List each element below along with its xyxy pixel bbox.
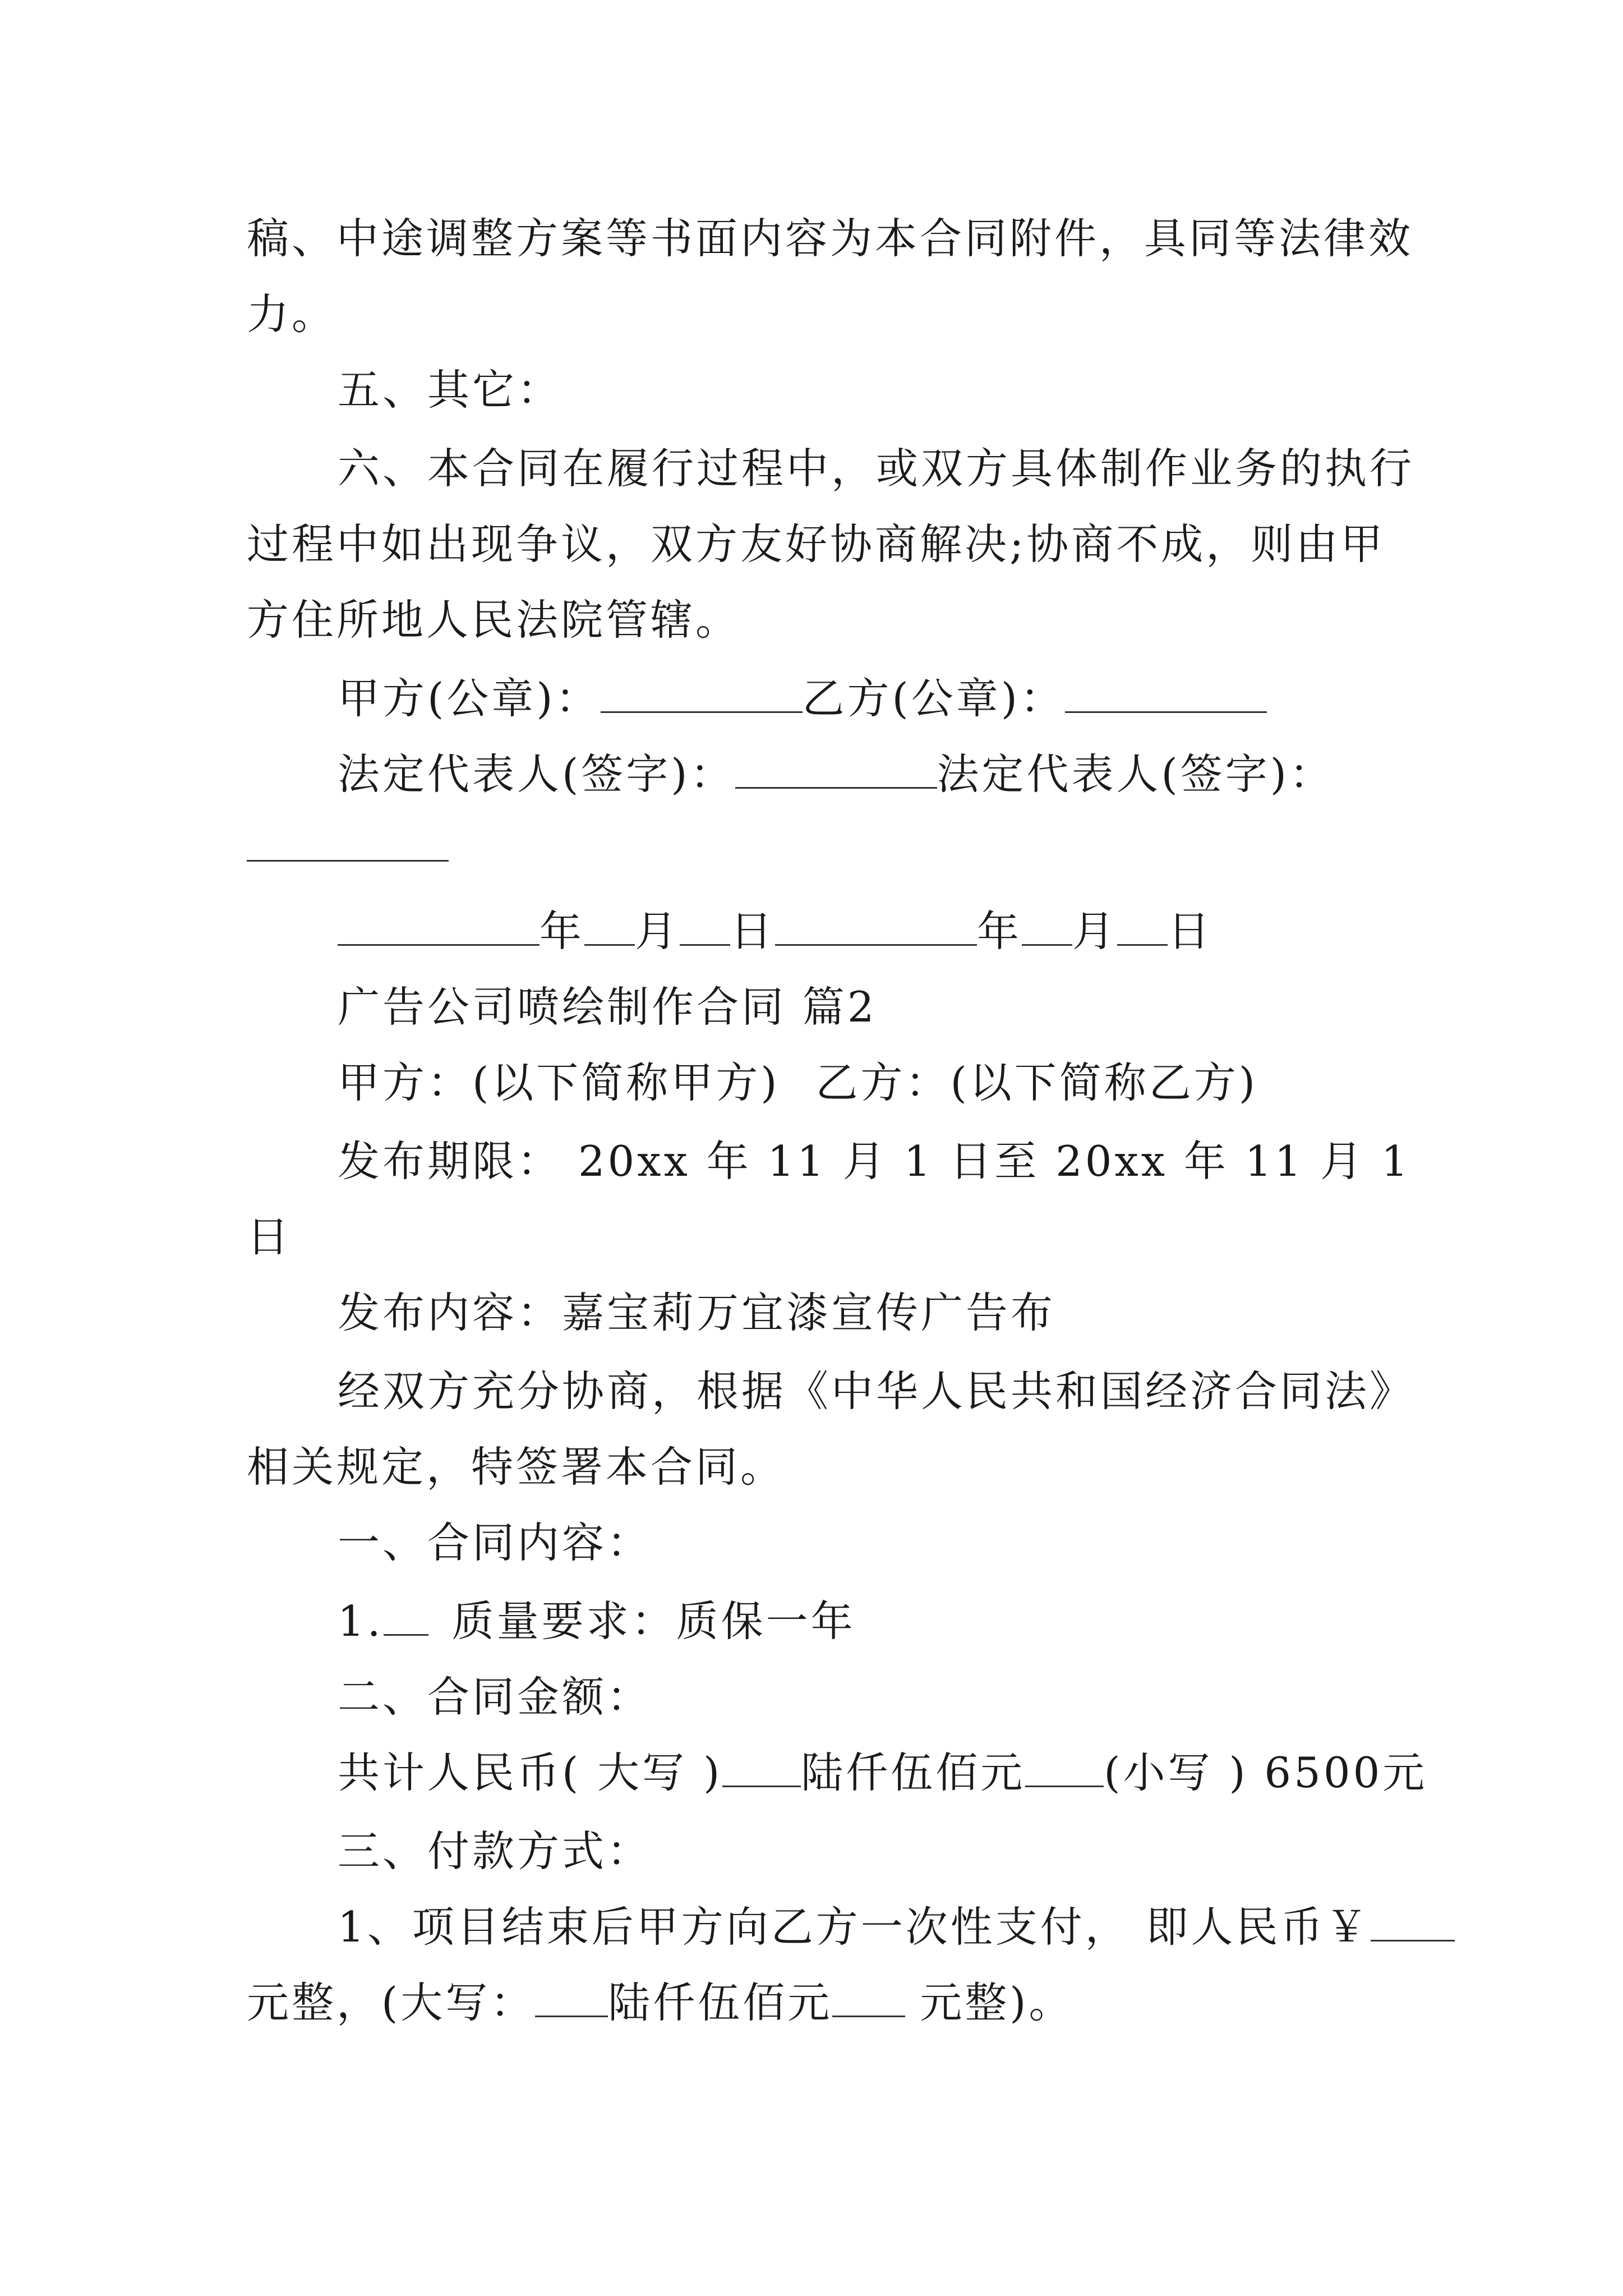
date-line [338, 903, 1212, 959]
paragraph-line: 发布内容：嘉宝莉万宜漆宣传广告布 [338, 1288, 1056, 1337]
quality-requirement: 质量要求：质保一年 [451, 1596, 856, 1646]
amount-blank [1025, 1746, 1104, 1787]
paragraph-line: 六、本合同在履行过程中，或双方具体制作业务的执行 [338, 444, 1415, 493]
amount-blank [722, 1746, 801, 1787]
payment-line [338, 1899, 1455, 1955]
month-label: 月 [1072, 907, 1118, 956]
party-a-rep-blank [735, 748, 937, 789]
month-blank [584, 905, 635, 946]
payment-blank [832, 1976, 905, 2017]
section-heading: 二、合同金额： [338, 1672, 652, 1722]
payment-end: 元整)。 [920, 1978, 1074, 2027]
paragraph-line: 日 [247, 1212, 292, 1262]
payment-text: 1、项目结束后甲方向乙方一次性支付， 即人民币￥ [338, 1902, 1371, 1952]
section-heading: 三、付款方式： [338, 1826, 652, 1876]
paragraph-line: 发布期限： 20xx 年 11 月 1 日至 20xx 年 11 月 1 [338, 1137, 1411, 1186]
party-b-seal-blank [1065, 672, 1267, 713]
day-blank [680, 905, 730, 946]
payment-line-continued [247, 1975, 1074, 2031]
day-label: 日 [730, 907, 776, 956]
paragraph-line: 过程中如出现争议，双方友好协商解决;协商不成，则由甲 [247, 519, 1386, 569]
year-blank [775, 905, 977, 946]
section-heading: 五、其它： [338, 365, 562, 415]
paragraph-line: 力。 [247, 289, 337, 339]
day-blank [1117, 905, 1168, 946]
item-number: 1. [338, 1596, 384, 1646]
year-blank [338, 905, 540, 946]
party-a-label: 甲方：(以下简称甲方) [338, 1058, 780, 1107]
paragraph-line: 经双方充分协商，根据《中华人民共和国经济合同法》 [338, 1366, 1415, 1416]
paragraph-line: 相关规定，特签署本合同。 [247, 1442, 786, 1492]
section-heading: 一、合同内容： [338, 1518, 652, 1567]
year-label: 年 [540, 907, 585, 956]
party-a-seal-label: 甲方(公章)： [338, 674, 601, 723]
signature-line-continued [247, 819, 449, 875]
signature-line [338, 746, 1334, 802]
paragraph-line: 稿、中途调整方案等书面内容为本合同附件，具同等法律效 [247, 214, 1414, 263]
payment-amount-blank [1371, 1901, 1455, 1941]
party-b-seal-label: 乙方(公章)： [802, 674, 1066, 723]
payment-upper-value: 陆仟伍佰元 [608, 1978, 833, 2027]
amount-line [338, 1745, 1427, 1801]
party-a-seal-blank [601, 672, 803, 713]
paragraph-line: 方住所地人民法院管辖。 [247, 595, 741, 645]
party-a-rep-label: 法定代表人(签字)： [338, 749, 735, 799]
year-label: 年 [977, 907, 1022, 956]
paragraph-line [338, 1593, 856, 1649]
item-blank [384, 1595, 428, 1636]
article-title: 广告公司喷绘制作合同 篇2 [338, 982, 877, 1032]
parties-line [338, 1055, 1258, 1111]
payment-blank [535, 1976, 608, 2017]
party-b-label: 乙方：(以下简称乙方) [815, 1058, 1258, 1107]
month-blank [1022, 905, 1072, 946]
party-b-rep-label: 法定代表人(签字)： [937, 749, 1335, 799]
amount-upper-label: 共计人民币( 大写 ) [338, 1748, 723, 1797]
party-b-rep-blank [247, 821, 449, 862]
amount-upper-value: 陆仟伍佰元 [801, 1748, 1026, 1797]
seal-line [338, 670, 1267, 726]
month-label: 月 [635, 907, 680, 956]
payment-upper-label: 元整，(大写： [247, 1978, 536, 2027]
day-label: 日 [1168, 907, 1213, 956]
amount-lower: (小写 ) 6500元 [1104, 1748, 1428, 1797]
